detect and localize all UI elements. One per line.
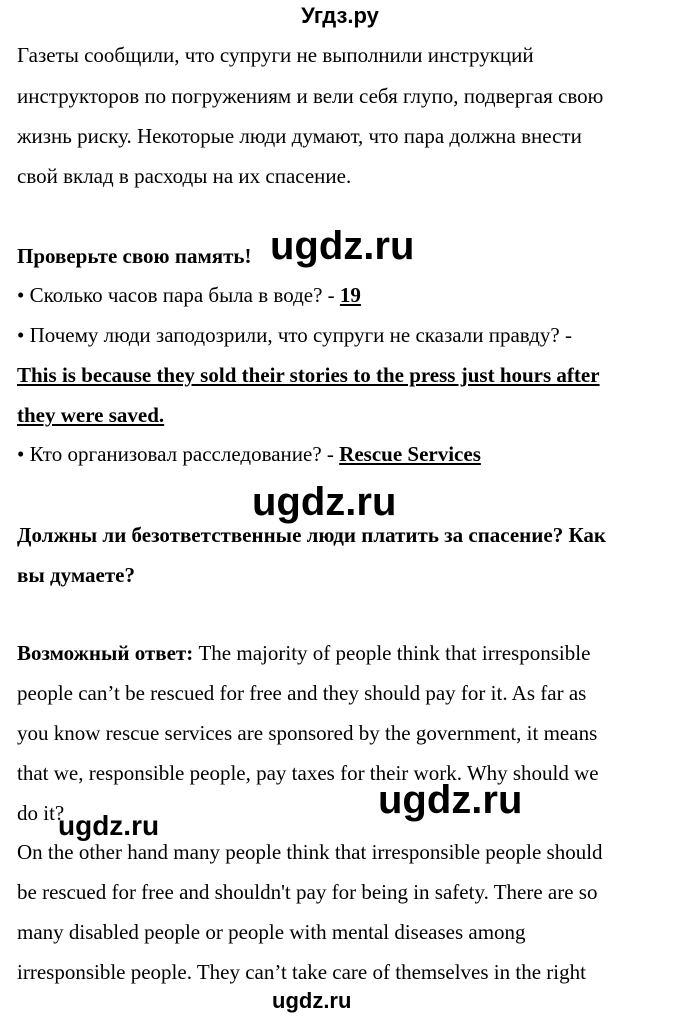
answer-paragraph-line: irresponsible people. They can’t take care of themselves in the right [17, 960, 586, 984]
answer-text: Rescue Services [339, 442, 481, 466]
answer-paragraph-line: that we, responsible people, pay taxes for their work. Why should we [17, 761, 599, 785]
answer-paragraph-line: people can’t be rescued for free and they should pay for it. As far as [17, 681, 587, 705]
watermark: ugdz.ru [378, 778, 523, 822]
question-text: • Кто организовал расследование? - [17, 442, 340, 466]
answer-label: Возможный ответ: [17, 641, 194, 665]
answer-paragraph-line: be rescued for free and shouldn't pay for being in safety. There are so [17, 880, 598, 904]
discussion-heading-line: вы думаете? [17, 563, 135, 587]
answer-line: This is because they sold their stories to the press just hours after [17, 363, 600, 387]
site-title: Угдз.ру [301, 3, 379, 28]
discussion-heading-line: Должны ли безответственные люди платить за спасение? Как [17, 523, 607, 547]
answer-paragraph-line: you know rescue services are sponsored by the government, it means [17, 721, 598, 745]
watermark: ugdz.ru [252, 480, 397, 524]
memory-heading: Проверьте свою память! [17, 244, 252, 268]
memory-question-1 [17, 281, 361, 309]
memory-question-3 [17, 440, 481, 468]
watermark: ugdz.ru [270, 224, 415, 268]
answer-text: 19 [339, 283, 361, 307]
answer-paragraph-line [17, 639, 590, 667]
intro-line: инструкторов по погружениям и вели себя глупо, подвергая свою [17, 84, 604, 108]
memory-question-2: • Почему люди заподозрили, что супруги не сказали правду? - [17, 323, 572, 347]
answer-text: The majority of people think that irresponsible [193, 641, 591, 665]
answer-line: they were saved. [17, 403, 165, 427]
watermark: ugdz.ru [272, 988, 352, 1013]
intro-line: Газеты сообщили, что супруги не выполнили инструкций [17, 43, 534, 67]
answer-paragraph-line: On the other hand many people think that irresponsible people should [17, 840, 603, 864]
intro-line: свой вклад в расходы на их спасение. [17, 164, 352, 188]
answer-paragraph-line: do it? [17, 801, 65, 825]
question-text: • Сколько часов пара была в воде? - [17, 283, 340, 307]
answer-paragraph-line: many disabled people or people with mental diseases among [17, 920, 526, 944]
watermark: ugdz.ru [58, 810, 160, 841]
intro-line: жизнь риску. Некоторые люди думают, что пара должна внести [17, 124, 582, 148]
